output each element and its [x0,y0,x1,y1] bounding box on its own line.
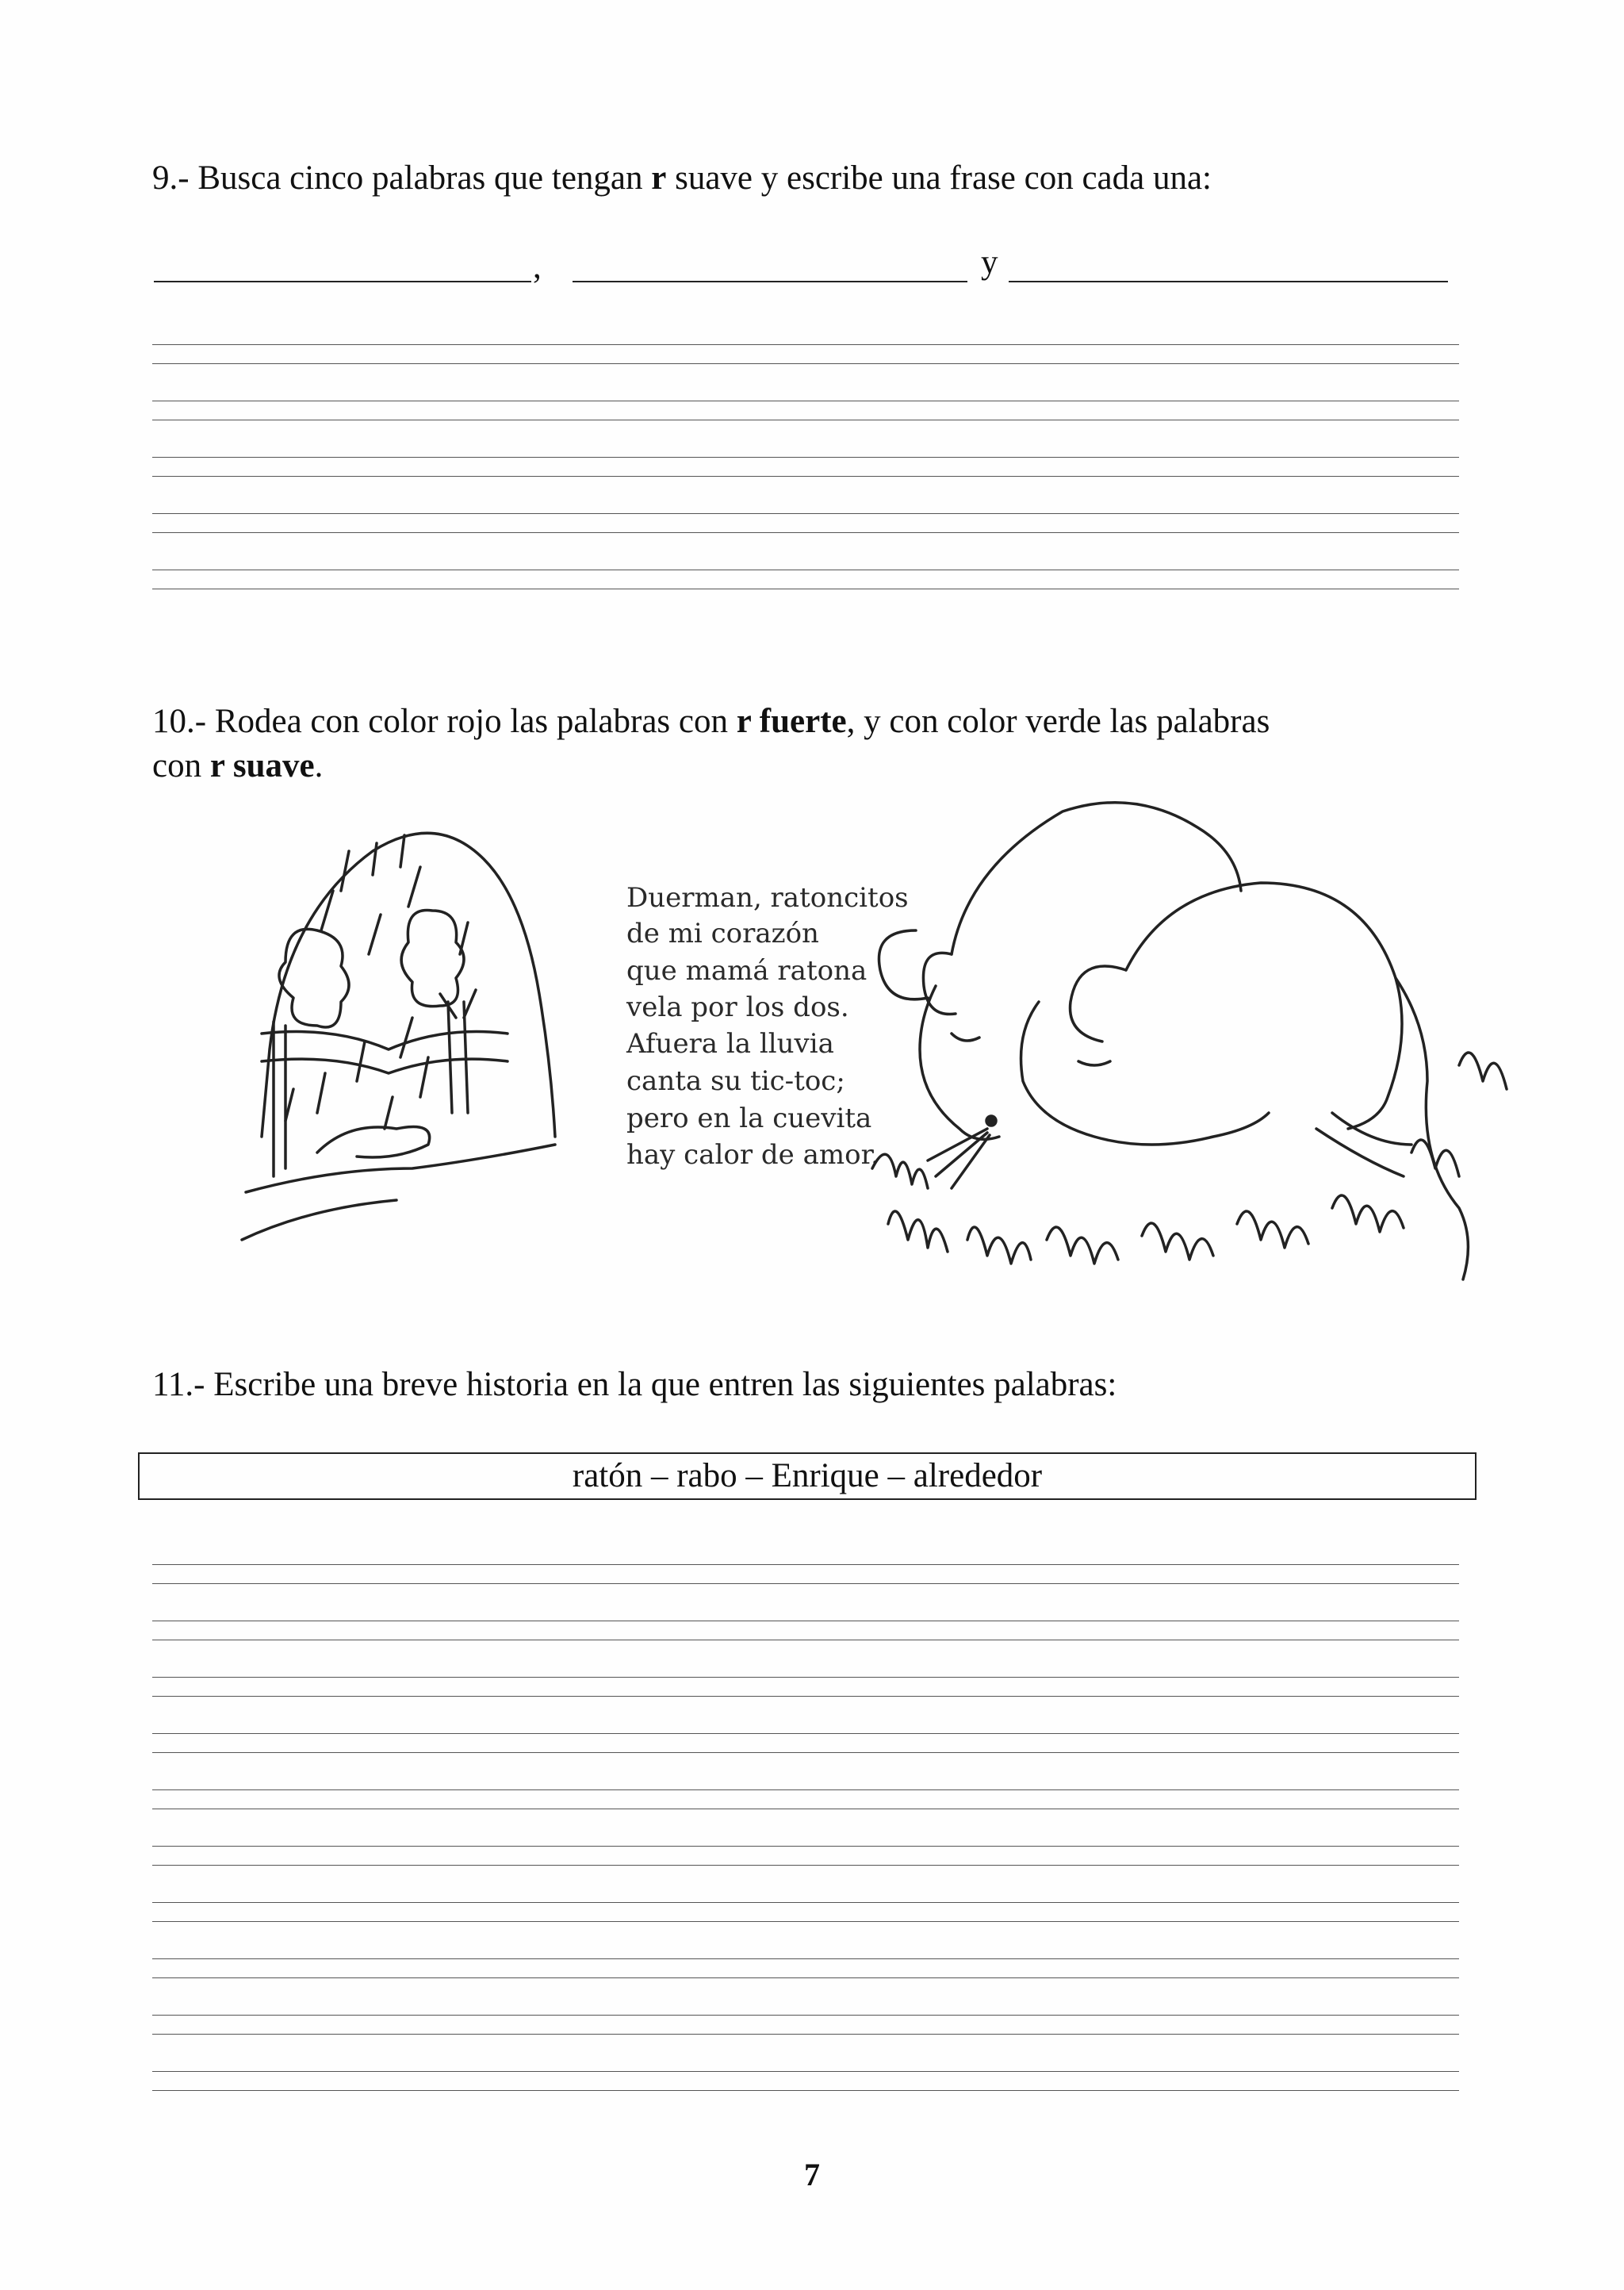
writing-line[interactable] [152,1564,1459,1585]
word-blank-2[interactable] [573,281,967,282]
writing-line[interactable] [152,457,1459,478]
word-blank-1[interactable] [154,281,531,282]
writing-line[interactable] [152,1621,1459,1641]
writing-line[interactable] [152,1958,1459,1979]
comma-separator: , [533,248,542,286]
poem-line: que mamá ratona [626,955,868,987]
exercise-9-instruction: 9.- Busca cinco palabras que tengan r suave y escribe una frase con cada una: [152,159,1212,197]
poem-line: vela por los dos. [626,992,849,1023]
exercise-10-instruction-cont: con r suave. [152,747,324,784]
poem [626,882,909,1171]
writing-line[interactable] [152,2071,1459,2092]
word-list-box: ratón – rabo – Enrique – alrededor [138,1452,1477,1500]
writing-line[interactable] [152,1789,1459,1810]
grass-drawing [872,1053,1507,1264]
writing-line[interactable] [152,570,1459,590]
writing-line[interactable] [152,401,1459,421]
writing-line[interactable] [152,1733,1459,1754]
exercise-10-instruction: 10.- Rodea con color rojo las palabras con r fuerte, y con color verde las palabras [152,703,1270,740]
poem-line: Duerman, ratoncitos [626,882,909,914]
writing-line[interactable] [152,513,1459,534]
poem-line: canta su tic-toc; [626,1065,845,1097]
writing-line[interactable] [152,1677,1459,1697]
writing-line[interactable] [152,2015,1459,2035]
word-blank-3[interactable] [1009,281,1448,282]
writing-line[interactable] [152,1846,1459,1866]
writing-line[interactable] [152,344,1459,365]
exercise-11-instruction: 11.- Escribe una breve historia en la que entren las siguientes palabras: [152,1366,1117,1403]
poem-line: pero en la cuevita [626,1103,872,1134]
writing-line[interactable] [152,1902,1459,1923]
cave-drawing [242,833,555,1240]
poem-line: hay calor de amor. [626,1139,879,1171]
poem-line: de mi corazón [626,918,819,949]
and-separator: y [981,244,998,281]
poem-illustration [238,796,1554,1287]
poem-line: Afuera la lluvia [626,1028,834,1060]
mother-mouse-drawing [879,803,1241,1188]
page-number: 7 [804,2157,820,2192]
